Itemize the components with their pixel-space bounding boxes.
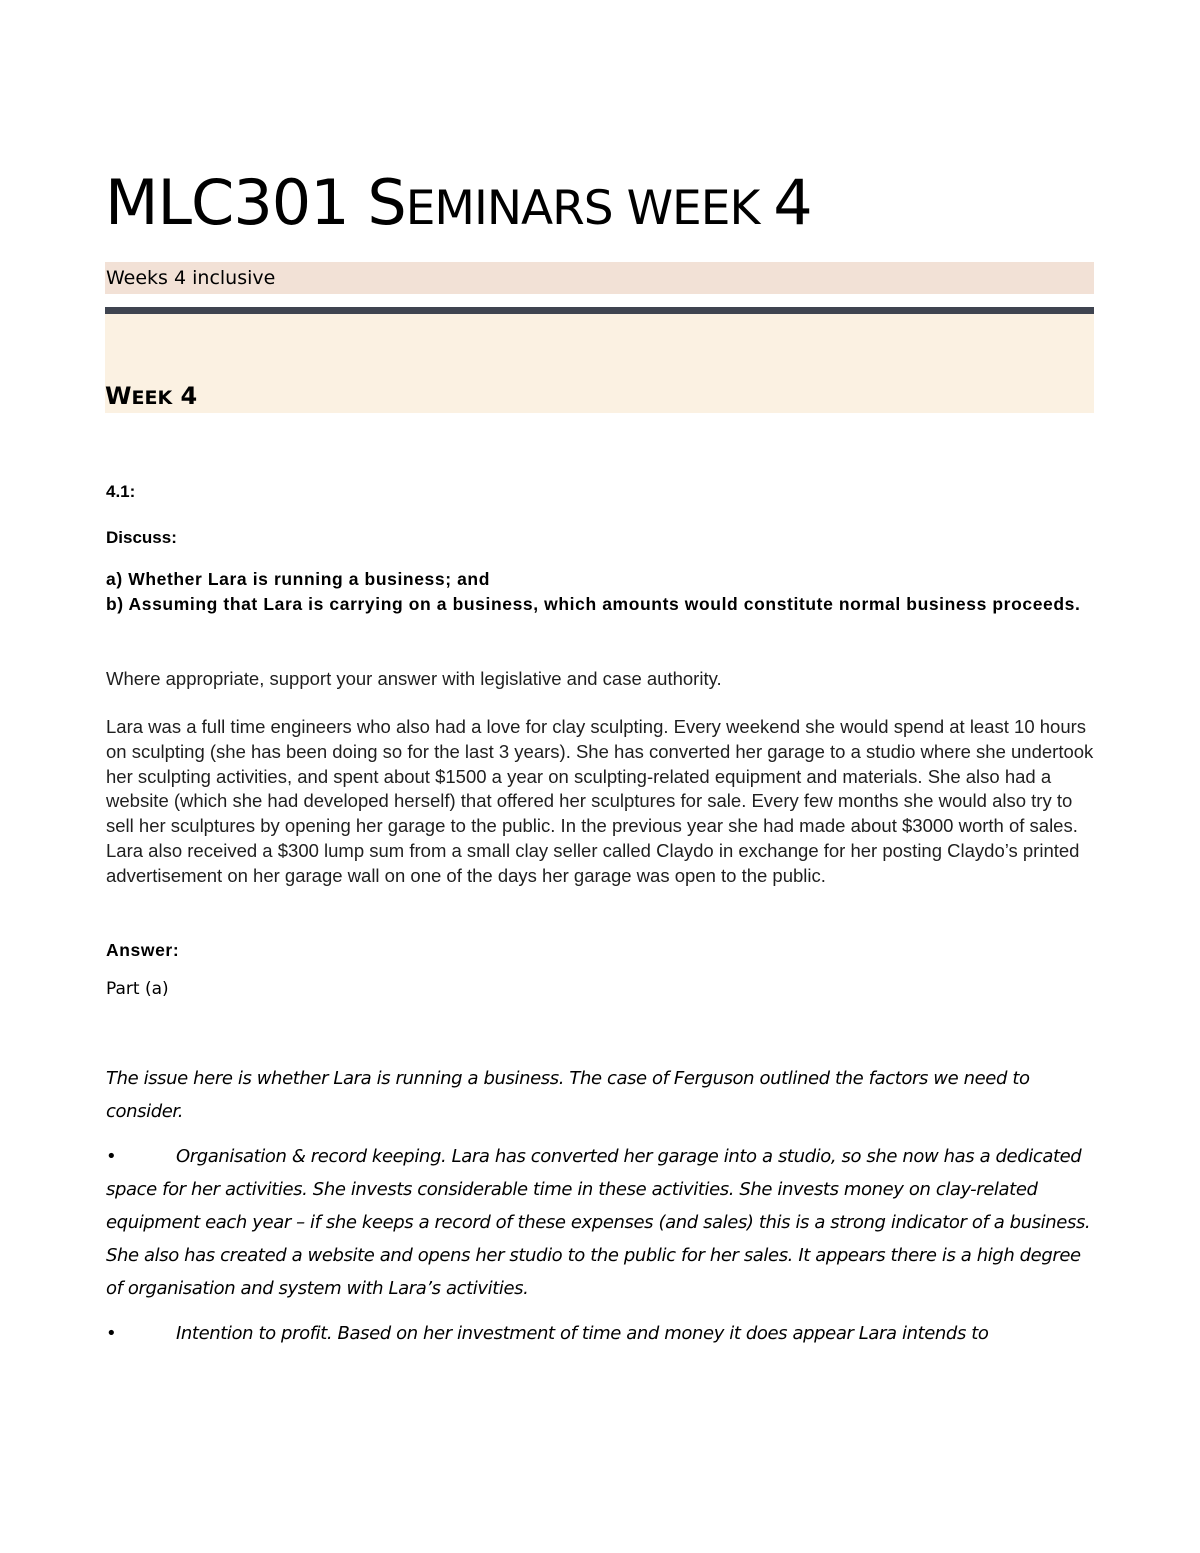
answer-body: [106, 1062, 1101, 1362]
bullet-icon: •: [106, 1146, 117, 1167]
week-heading: [105, 380, 197, 414]
discuss-label: Discuss:: [106, 528, 177, 547]
title-part-smallcaps: EMINARS WEEK: [405, 181, 774, 236]
week-heading-smallcaps: EEK: [131, 387, 173, 409]
answer-bullet: [106, 1317, 1101, 1350]
instruction-text: Where appropriate, support your answer with legislative and case authority.: [106, 668, 722, 689]
question-items: [106, 567, 1096, 617]
answer-intro: The issue here is whether Lara is running a business. The case of Ferguson outlined the factors we need to consider.: [106, 1068, 1030, 1122]
answer-bullet-text: Intention to profit. Based on her investment of time and money it does appear Lara intends to: [176, 1323, 989, 1344]
heading-divider: [105, 307, 1094, 314]
week-heading-band: [105, 314, 1094, 413]
part-a-label: Part (a): [106, 979, 169, 999]
answer-bullet: [106, 1140, 1101, 1305]
answer-bullet-text: Organisation & record keeping. Lara has converted her garage into a studio, so she now has a dedicated space for her activities. She invests considerable time in these activities. She invests money on clay-related equipment each year – if she keeps a record of these expenses (and sales) this is a strong indicator of a business. She also has created a website and opens her studio to the public for her sales. It appears there is a high degree of organisation and system with Lara’s activities.: [106, 1146, 1091, 1299]
title-part-number: 4: [773, 166, 812, 239]
title-part-main: MLC301 S: [105, 166, 406, 239]
week-heading-initial: W: [105, 382, 132, 410]
week-heading-number: 4: [172, 382, 198, 410]
document-title: [105, 168, 812, 244]
question-number: 4.1:: [106, 482, 136, 501]
document-subtitle: Weeks 4 inclusive: [106, 267, 276, 289]
answer-label: Answer:: [106, 940, 180, 960]
question-item-a: a) Whether Lara is running a business; and: [106, 569, 491, 589]
bullet-icon: •: [106, 1323, 117, 1344]
scenario-text: Lara was a full time engineers who also had a love for clay sculpting. Every weekend she would spend at least 10 hours on sculpting (she has been doing so for the last 3 years). She has converted her garage to a studio where she undertook her sculpting activities, and spent about $1500 a year on sculpting-related equipment and materials. She also had a website (which she had developed herself) that offered her sculptures for sale. Every few months she would also try to sell her sculptures by opening her garage to the public. In the previous year she had made about $3000 worth of sales. Lara also received a $300 lump sum from a small clay seller called Claydo in exchange for her posting Claydo’s printed advertisement on her garage wall on one of the days her garage was open to the public.: [106, 716, 1094, 886]
question-item-b: b) Assuming that Lara is carrying on a business, which amounts would constitute normal business proceeds.: [106, 594, 1081, 614]
